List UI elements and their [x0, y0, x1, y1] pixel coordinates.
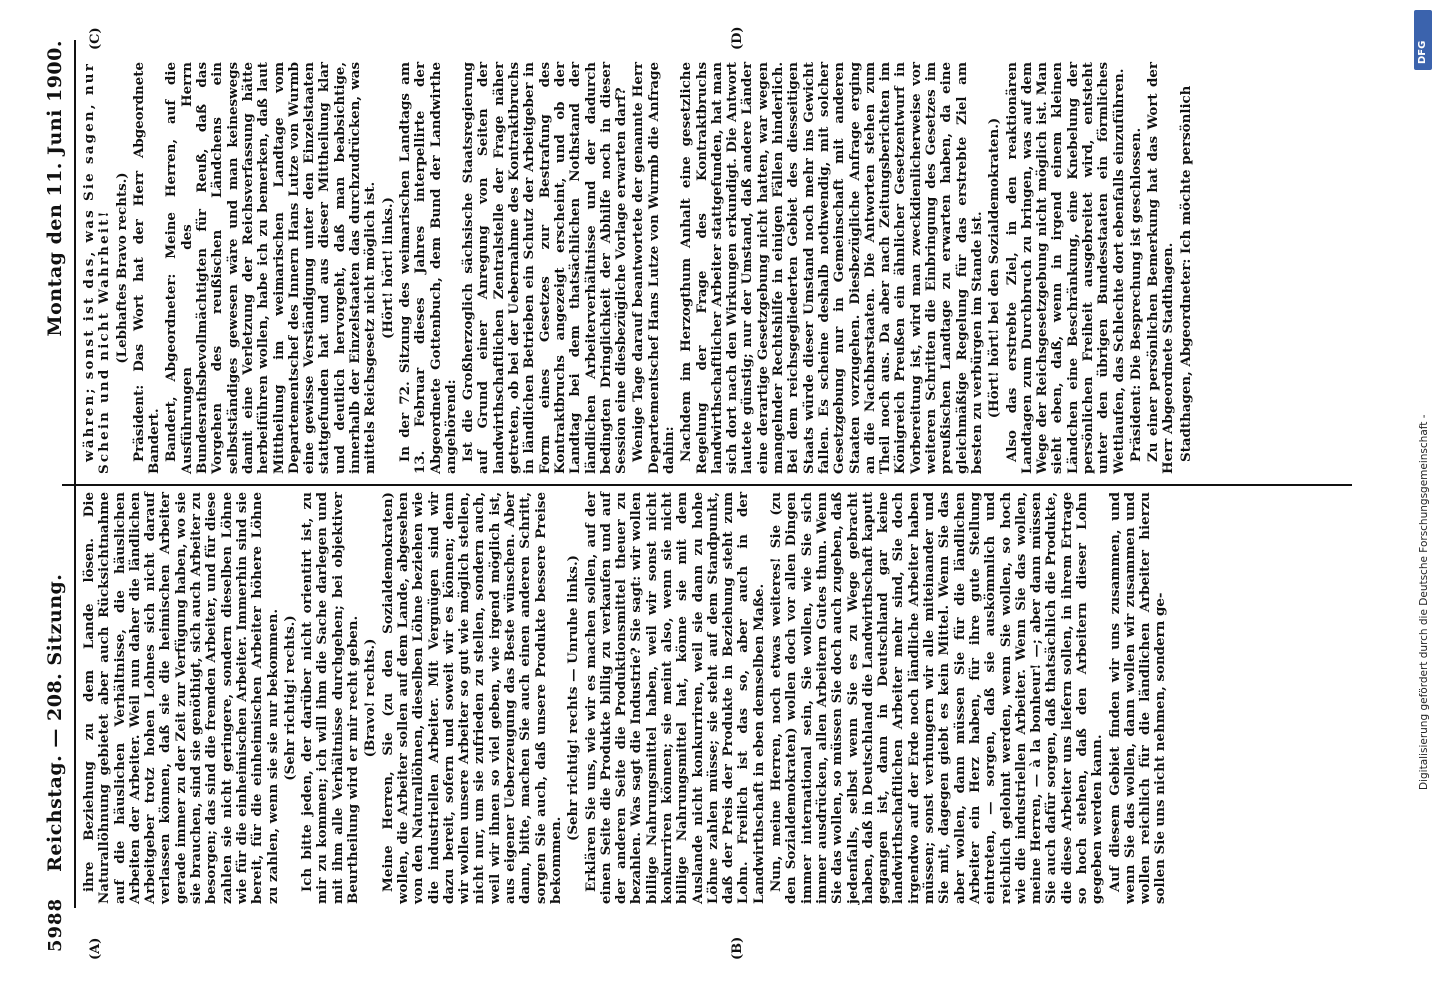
interjection: (Hört! hört! links.): [379, 197, 396, 339]
left-column: [82, 492, 1171, 904]
interjection: (Lebhaftes Bravo rechts.): [113, 172, 130, 364]
interjection: (Sehr richtig! rechts — Unruhe links.): [565, 555, 582, 841]
digitization-note: [1414, 230, 1434, 790]
right-column: [82, 62, 1196, 474]
margin-marker-b: (B): [730, 936, 745, 960]
paragraph: Also das erstrebte Ziel, in den reaktionären Landtagen zum Durchbruch zu bringen, was auf dem Wege der Reichsgesetzgebung nicht möglich ist. Man sieht eben, daß, wenn in irgend einem kleinen Ländchen eine Beschränkung, eine Knebelung der persönlichen Freiheit ausgebreitet wird, entsteht unter den übrigen Bundesstaaten ein förmliches Wettlaufen, das Schlechte dort ebenfalls einzuführen.: [1003, 62, 1127, 474]
paragraph: Präsident: Das Wort hat der Herr Abgeordnete Bandert.: [130, 62, 163, 474]
header-right-title: Montag den 11. Juni 1900.: [44, 40, 66, 337]
paragraph: Ich bitte jeden, der darüber nicht orientirt ist, zu mir zu kommen; ich will ihm die Sache darlegen und mit ihm alle Verhältnisse durchgehen; bei objektiver Beurtheilung wird er mir recht geben.: [299, 492, 362, 904]
paragraph: Auf diesem Gebiet finden wir uns zusammen, und wenn Sie das wollen, dann wollen wir zusammen und wollen reichlich für die ländlichen Arbeiter hierzu sollen Sie uns nicht nehmen, sondern ge-: [1106, 492, 1169, 904]
page-number: 5988: [44, 897, 66, 952]
column-divider: [62, 484, 1352, 486]
paragraph: Erklären Sie uns, wie wir es machen sollen, auf der einen Seite die Produkte billig zu verkaufen und auf der anderen Seite die Produktionsmittel theuer zu bezahlen. Was sagt die Industrie? Sie sagt: wir wollen billige Nahrungsmittel haben, weil wir sonst nicht konkurriren können; sie meint also, wenn sie nicht billige Nahrungsmittel hat, könne sie mit dem Auslande nicht konkurriren, weil sie dann zu hohe Löhne zahlen müsse; sie steht auf dem Standpunkt, daß der Preis der Produkte in Beziehung steht zum Lohn. Freilich ist das so, aber auch in der Landwirthschaft in eben demselben Maße.: [582, 492, 767, 904]
interjection: (Sehr richtig! rechts.): [281, 615, 298, 781]
margin-marker-c: (C): [88, 27, 103, 50]
quote-paragraph: Ist die Großherzoglich sächsische Staatsregierung auf Grund einer Anregung von Seiten der landwirthschaftlichen Zentralstelle der Frage näher getreten, ob bei der Uebernahme des Kontraktbruchs in ländlichen Betrieben ein Schutz der Arbeitgeber in Form eines Gesetzes zur Bestrafung des Kontraktbruchs angezeigt erscheint, und ob der Landtag bei dem thatsächlichen Nothstand der ländlichen Arbeiterverhältnisse und der dadurch bedingten Dringlichkeit der Abhilfe noch in dieser Session eine diesbezügliche Vorlage erwarten darf?: [460, 62, 630, 474]
paragraph: In der 72. Sitzung des weimarischen Landtags am 13. Februar dieses Jahres interpellirte der Abgeordnete Gottenbuch, dem Bund der Landwirthe angehörend:: [396, 62, 459, 474]
paragraph: Meine Herren, Sie (zu den Sozialdemokraten) wollen, die Arbeiter sollen auf dem Lande, abgesehen von den Naturallöhnen, dieselben Löhne beziehen wie die industriellen Arbeiter. Mit Vergnügen sind wir dazu bereit, sofern und soweit wir es können; denn wir wollen unsere Arbeiter so gut wie möglich stellen, nicht nur, um sie zufrieden zu stellen, sondern auch, weil wir ihnen so viel geben, wie irgend möglich ist, aus eigener Ueberzeugung das Beste wünschen. Aber dann, bitte, machen Sie auch einen anderen Schritt, sorgen Sie auch, daß unsere Produkte bessere Preise bekommen.: [379, 492, 564, 904]
paragraph: Stadthagen, Abgeordneter: Ich möchte persönlich: [1177, 85, 1194, 462]
paragraph: ihre Beziehung zu dem Lande lösen. Die Naturallöhnung gebietet aber auch Rücksichtnahme auf die häuslichen Verhältnisse, die häuslichen Arbeiten der Arbeiter. Weil nun daher die ländlichen Arbeitgeber trotz hohen Lohnes sich nicht darauf verlassen können, daß sie die heimischen Arbeiter gerade immer zu der Zeit zur Verfügung haben, wo sie sie brauchen, sind sie genöthigt, sich auch Arbeiter zu besorgen; das sind die fremden Arbeiter, und für diese zahlen sie nicht geringere, sondern dieselben Löhne wie für die einheimischen Arbeiter. Immerhin sind sie bereit, für die einheimischen Arbeiter höhere Löhne zu zahlen, wenn sie sie nur bekommen.: [81, 492, 281, 904]
header-left-title: Reichstag. — 208. Sitzung.: [44, 573, 66, 872]
header-rule: [74, 40, 76, 908]
quote-paragraph: Nachdem im Herzogthum Anhalt eine gesetzliche Regelung der Frage des Kontraktbruchs landwirthschaftlicher Arbeiter stattgefunden, hat man sich dort nach den Wirkungen erkundigt. Die Antwort lautete günstig; nur der Umstand, daß andere Länder eine derartige Gesetzgebung nicht hatten, war wegen mangelnder Rechtshilfe in einigen Fällen hinderlich. Bei dem reichsgegliederten Gebiet des diesseitigen Staats würde dieser Umstand noch mehr ins Gewicht fallen. Es scheine deshalb nothwendig, mit solcher Gesetzgebung nur in Gemeinschaft mit anderen Staaten vorzugehen. Diesbezügliche Anfrage erging an die Nachbarstaaten. Die Antworten stehen zum Theil noch aus. Da aber nach Zeitungsberichten im Königreich Preußen ein ähnlicher Gesetzentwurf in Vorbereitung ist, wird man zweckdienlicherweise vor weiteren Schritten die Einbringung des Gesetzes im preußischen Landtage zu erwarten haben, da eine gleichmäßige Regelung für das erstrebte Ziel am besten zu verbürgen im Stande ist.: [678, 62, 985, 474]
interjection: (Hört! hört! bei den Sozialdemokraten.): [986, 117, 1003, 419]
page-header: [38, 40, 72, 952]
paragraph: Wenige Tage darauf beantwortete der genannte Herr Departementschef Hans Lutze von Wurmb die Anfrage dahin:: [630, 62, 677, 474]
paragraph: Präsident: Die Besprechung ist geschlossen.: [1127, 127, 1144, 462]
digitization-note-text: Digitalisierung gefördert durch die Deutsche Forschungsgemeinschaft -: [1418, 414, 1430, 790]
dfg-logo-text: DFG: [1417, 40, 1428, 64]
paragraph: Zu einer persönlichen Bemerkung hat das Wort der Herr Abgeordnete Stadthagen.: [1145, 62, 1177, 474]
paragraph: Bandert, Abgeordneter: Meine Herren, auf die Ausführungen des Herrn Bundesrathsbevollmächtigten für Reuß, daß das Vorgehen des reußischen Ländchens ein selbstständiges gewesen wäre und man keineswegs damit eine Verletzung der Reichsverfassung hätte herbeiführen wollen, habe ich zu bemerken, daß laut Mittheilung im weimarischen Landtage vom Departementschef des Innern Hans Lutze von Wurmb eine gewisse Verständigung unter den Einzelstaaten stattgefunden hat und aus dieser Mittheilung klar und deutlich hervorgeht, daß man beabsichtige, innerhalb der Einzelstaaten das durchzudrücken, was mittels Reichsgesetz nicht möglich ist.: [163, 62, 379, 474]
margin-marker-d: (D): [730, 26, 745, 50]
margin-marker-a: (A): [88, 937, 103, 960]
paragraph: Nun, meine Herren, noch etwas weiteres! Sie (zu den Sozialdemokraten) wollen doch vor allen Dingen immer international sein, Sie wollen, wie Sie sich immer ausdrücken, allen Arbeitern Gutes thun. Wenn Sie das wollen, so müssen Sie doch auch zugeben, daß jedenfalls, selbst wenn Sie es zu Wege gebracht haben, daß in Deutschland die Landwirthschaft kaputt gegangen ist, dann in Deutschland gar keine landwirthschaftlichen Arbeiter mehr sind, Sie doch irgendwo auf der Erde noch ländliche Arbeiter haben müssen; sonst verhungern wir alle miteinander und Sie mit, dagegen giebt es kein Mittel. Wenn Sie das aber wollen, dann müssen Sie für die ländlichen Arbeiter ein Herz haben, für ihre gute Stellung eintreten, — sorgen, daß sie auskömmlich und reichlich gelohnt werden, wenn Sie wollen, so hoch wie die industriellen Arbeiter. Wenn Sie das wollen, meine Herren, — à la bonheur! —; aber dann müssen Sie auch dafür sorgen, daß thatsächlich die Produkte, die diese Arbeiter uns liefern sollen, in ihrem Ertrage so hoch stehen, daß den Arbeitern dieser Lohn gegeben werden kann.: [768, 492, 1106, 904]
interjection: (Bravo! rechts.): [362, 638, 379, 758]
paragraph: währen; sonst ist das, was Sie sagen, nur Schein und nicht Wahrheit!: [81, 62, 113, 474]
dfg-logo: [1414, 10, 1432, 70]
